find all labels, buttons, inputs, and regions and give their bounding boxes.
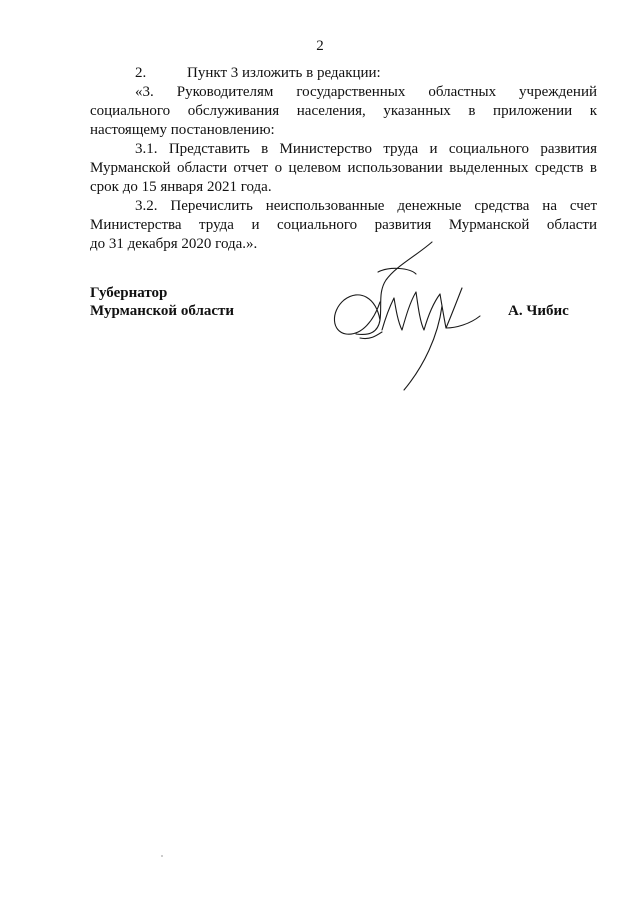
page-number: 2	[316, 38, 324, 54]
paragraph-3-2-line-1: 3.2. Перечислить неиспользованные денежные средства на счет	[135, 198, 597, 214]
item-number: 2.	[135, 65, 147, 81]
paragraph-3-1-line-3: срок до 15 января 2021 года.	[90, 179, 272, 195]
paragraph-3-line-2: социального обслуживания населения, указанных в приложении к	[90, 103, 597, 119]
paragraph-3-line-3: настоящему постановлению:	[90, 122, 275, 138]
scan-artifact-dot	[161, 855, 163, 857]
item-text: Пункт 3 изложить в редакции:	[187, 65, 381, 81]
paragraph-3-2-line-2: Министерства труда и социального развития Мурманской области	[90, 217, 597, 233]
paragraph-3-line-1: «3. Руководителям государственных областных учреждений	[135, 84, 597, 100]
handwritten-signature	[320, 236, 490, 396]
signer-position-line-1: Губернатор	[90, 285, 168, 301]
item-2-line	[90, 64, 597, 83]
paragraph-3-2-line-3: до 31 декабря 2020 года.».	[90, 236, 258, 252]
signer-position-line-2: Мурманской области	[90, 303, 235, 319]
paragraph-3-1-line-2: Мурманской области отчет о целевом использовании выделенных средств в	[90, 160, 597, 176]
signer-name: А. Чибис	[508, 303, 569, 319]
paragraph-3-1-line-1: 3.1. Представить в Министерство труда и социального развития	[135, 141, 597, 157]
